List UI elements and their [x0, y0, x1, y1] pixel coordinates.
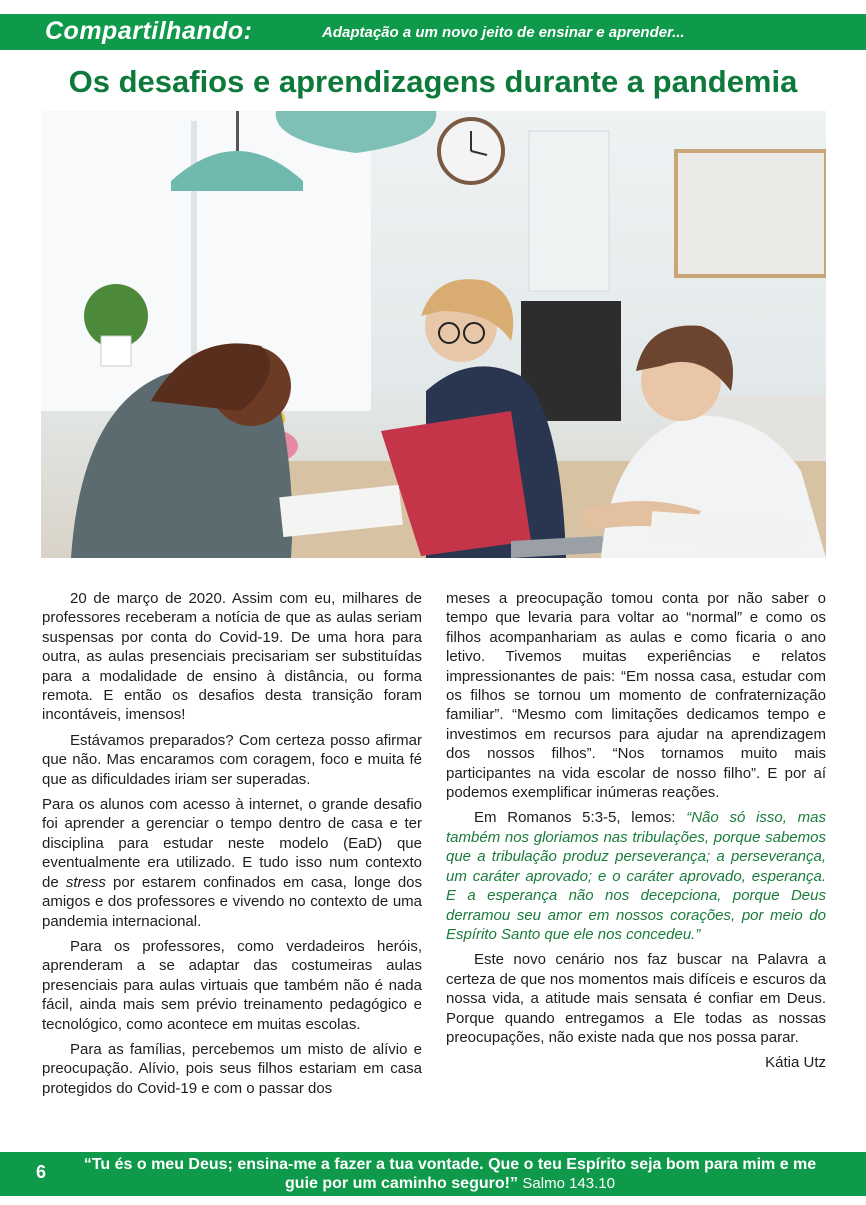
scripture-intro: Em Romanos 5:3-5, lemos:	[474, 809, 676, 827]
paragraph-text: Para os alunos com acesso à internet, o grande desafio foi aprender a gerenciar o tempo dentro de casa e ter disciplina para estudar neste modelo (EaD) que eventualmente era utilizado. E tudo isso num contexto de	[42, 796, 422, 891]
paragraph: 20 de março de 2020. Assim com eu, milhares de professores receberam a notícia de que as aulas seriam suspensas por conta do Covid-19. De uma hora para outra, as aulas presenciais precisariam ser substituídas para a modalidade de ensino à distância, ou forma remota. E então os desafios desta transição foram incontáveis, imensos!	[42, 590, 422, 724]
paragraph: Estávamos preparados? Com certeza posso afirmar que não. Mas encaramos com coragem, foco e muita fé que as dificuldades iriam ser superadas.	[42, 731, 422, 788]
top-banner	[0, 14, 866, 50]
paragraph	[446, 808, 826, 944]
paragraph: Para os professores, como verdadeiros heróis, aprenderam a se adaptar das costumeiras aulas presenciais para aulas virtuais que também não é nada fácil, ainda mais sem prévio treinamento pedagógico e tecnológico, como acontece em muitas escolas.	[42, 937, 422, 1033]
bottom-banner	[0, 1152, 866, 1196]
section-title: Compartilhando:	[45, 17, 253, 45]
paragraph: meses a preocupação tomou conta por não saber o tempo que levaria para voltar ao “normal” e como os filhos acompanhariam as aulas e como ficaria o ano letivo. Tivemos muitas experiências e relatos impressionantes de pais: “Em nossa casa, estudar com os filhos se tornou um momento de confraternização familiar”. “Mesmo com limitações dedicamos tempo e investimos em recursos para ajudar na aprendizagem dos nossos filhos”. “Nos tornamos muito mais participantes na vida escolar de nosso filho”. E por aí podemos exemplificar inúmeras reações.	[446, 590, 826, 802]
author-signature: Kátia Utz	[765, 1054, 826, 1072]
verse-text: “Tu és o meu Deus; ensina-me a fazer a tua vontade. Que o teu Espírito seja bom para mim e me guie por um caminho seguro!”	[83, 1156, 817, 1192]
scripture-quote: “Não só isso, mas também nos gloriamos nas tribulações, porque sabemos que a tribulação produz perseverança; a perseverança, um caráter aprovado; e o caráter aprovado, esperança. E a esperança não nos decepciona, porque Deus derramou seu amor em nossos corações, por meio do Espírito Santo que ele nos concedeu.”	[446, 809, 826, 943]
paragraph	[42, 795, 422, 931]
italic-term: stress	[65, 873, 106, 891]
article-headline: Os desafios e aprendizagens durante a pandemia	[68, 64, 798, 99]
family-study-photo	[41, 111, 826, 558]
paragraph: Este novo cenário nos faz buscar na Palavra a certeza de que nos momentos mais difíceis e escuros da nossa vida, a atitude mais sensata é confiar em Deus. Porque quando entregamos a Ele todas as nossas preocupações, não existe nada que nos possa parar.	[446, 951, 826, 1046]
paragraph: Para as famílias, percebemos um misto de alívio e preocupação. Alívio, pois seus filhos estariam em casa protegidos do Covid-19 e com o passar dos	[42, 1040, 422, 1097]
paragraph-text: por estarem confinados em casa, longe dos amigos e dos professores e vivendo no contexto de uma pandemia internacional.	[42, 873, 423, 930]
verse-reference: Salmo 143.10	[522, 1175, 615, 1192]
article-column-right	[446, 589, 826, 1079]
article-column-left	[42, 589, 422, 1104]
footer-verse	[80, 1155, 820, 1193]
page-number: 6	[36, 1162, 47, 1182]
section-subtitle: Adaptação a um novo jeito de ensinar e aprender...	[322, 24, 685, 41]
